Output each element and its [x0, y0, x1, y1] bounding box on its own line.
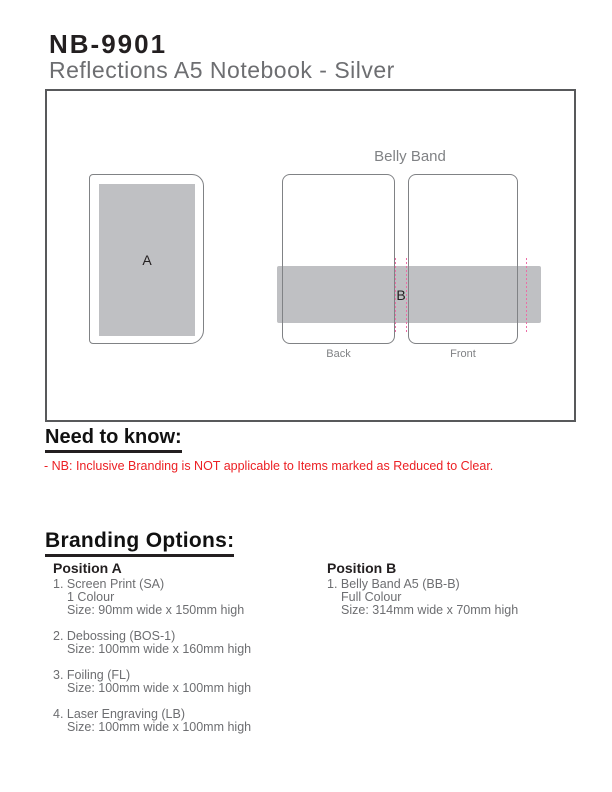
- belly-band-title: Belly Band: [374, 148, 446, 165]
- front-label: Front: [450, 348, 476, 360]
- branding-item-line: 1. Belly Band A5 (BB-B): [327, 577, 460, 591]
- branding-item-line: 2. Debossing (BOS-1): [53, 629, 176, 643]
- position-a-column: [53, 560, 323, 747]
- position-b-label: B: [396, 287, 406, 303]
- branding-item: [53, 669, 323, 695]
- branding-item-line: Size: 100mm wide x 160mm high: [67, 642, 252, 656]
- product-name: Reflections A5 Notebook - Silver: [49, 57, 395, 83]
- fold-line-overlap: [526, 258, 527, 332]
- branding-options-heading: Branding Options:: [45, 529, 234, 557]
- branding-item: [327, 578, 597, 617]
- notebook-a-print-area: [99, 184, 195, 336]
- position-b-heading: Position B: [327, 560, 397, 576]
- branding-item-line: Size: 314mm wide x 70mm high: [341, 603, 519, 617]
- branding-item-line: 3. Foiling (FL): [53, 668, 131, 682]
- need-to-know-heading: Need to know:: [45, 426, 182, 453]
- branding-item: [53, 578, 323, 617]
- branding-item-line: 1 Colour: [67, 590, 115, 604]
- branding-item-line: Size: 100mm wide x 100mm high: [67, 720, 252, 734]
- branding-item-line: Size: 90mm wide x 150mm high: [67, 603, 245, 617]
- cover-back-outline: [282, 174, 395, 344]
- branding-item-line: Full Colour: [341, 590, 402, 604]
- position-b-column: [327, 560, 597, 630]
- branding-item-line: 4. Laser Engraving (LB): [53, 707, 186, 721]
- product-code: NB-9901: [49, 29, 168, 59]
- branding-item-line: 1. Screen Print (SA): [53, 577, 165, 591]
- branding-item: [53, 630, 323, 656]
- need-to-know-note: - NB: Inclusive Branding is NOT applicable to Items marked as Reduced to Clear.: [44, 459, 494, 473]
- branding-item: [53, 708, 323, 734]
- back-label: Back: [326, 348, 351, 360]
- position-a-heading: Position A: [53, 560, 122, 576]
- branding-item-line: Size: 100mm wide x 100mm high: [67, 681, 252, 695]
- position-a-label: A: [142, 252, 152, 268]
- cover-front-outline: [408, 174, 518, 344]
